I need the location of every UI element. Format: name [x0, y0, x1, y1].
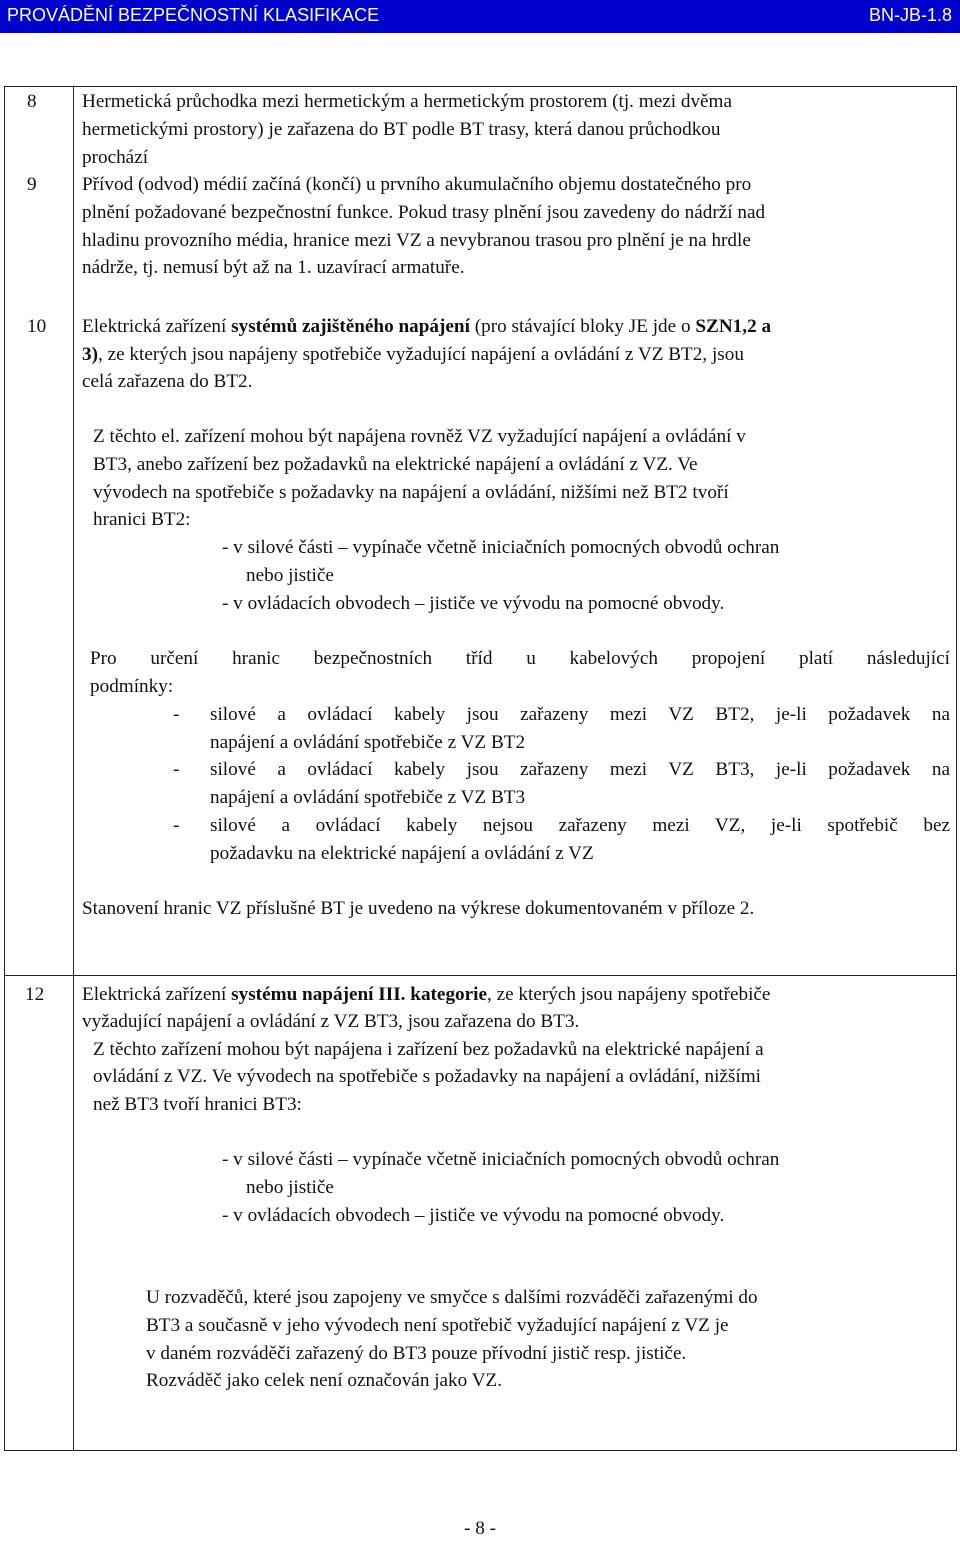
- row10-para-line: Pro určení hranic bezpečnostních tříd u kabelových propojení platí následující: [90, 648, 950, 669]
- cable-item: napájení a ovládání spotřebiče z VZ BT3: [210, 787, 526, 808]
- row-number: 8: [27, 91, 37, 112]
- row12-para-line: ovládání z VZ. Ve vývodech na spotřebiče s požadavky na napájení a ovládání, nižšími: [93, 1066, 761, 1087]
- number-column: [5, 976, 74, 1450]
- document-code: BN-JB-1.8: [868, 5, 952, 25]
- row9-line: nádrže, tj. nemusí být až na 1. uzavírací armatuře.: [82, 257, 465, 278]
- row10-para-line: podmínky:: [90, 676, 174, 697]
- bullet-item: - v ovládacích obvodech – jističe ve vývodu na pomocné obvody.: [222, 593, 725, 614]
- row12-para-line: v daném rozváděči zařazený do BT3 pouze přívodní jistič resp. jističe.: [146, 1343, 687, 1364]
- row12-para-line: Rozváděč jako celek není označován jako VZ.: [146, 1370, 503, 1391]
- row10-intro-line: Elektrická zařízení systémů zajištěného napájení (pro stávající bloky JE jde o SZN1,2 a: [82, 316, 772, 337]
- bullet-item: - v ovládacích obvodech – jističe ve vývodu na pomocné obvody.: [222, 1205, 725, 1226]
- document-header: [0, 0, 960, 33]
- row12-intro-line: Elektrická zařízení systému napájení III. kategorie, ze kterých jsou napájeny spotřebiče: [82, 984, 771, 1005]
- cable-item: silové a ovládací kabely jsou zařazeny mezi VZ BT3, je-li požadavek na: [210, 759, 950, 780]
- header-title: PROVÁDĚNÍ BEZPEČNOSTNÍ KLASIFIKACE: [7, 5, 380, 25]
- cable-item: požadavku na elektrické napájení a ovládání z VZ: [210, 843, 594, 864]
- row12-para-line: BT3 a současně v jeho vývodech není spotřebič vyžadující napájení z VZ je: [146, 1315, 729, 1336]
- cable-item-dash: -: [173, 815, 180, 836]
- bullet-item: nebo jističe: [246, 1177, 334, 1198]
- cable-item: silové a ovládací kabely jsou zařazeny mezi VZ BT2, je-li požadavek na: [210, 704, 950, 725]
- row8-line: hermetickými prostory) je zařazena do BT podle BT trasy, která danou průchodkou: [82, 119, 721, 140]
- cable-item-dash: -: [173, 704, 180, 725]
- row9-line: plnění požadované bezpečnostní funkce. Pokud trasy plnění jsou zavedeny do nádrží nad: [82, 202, 766, 223]
- cable-item: silové a ovládací kabely nejsou zařazeny mezi VZ, je-li spotřebič bez: [210, 815, 950, 836]
- cable-item-dash: -: [173, 759, 180, 780]
- row12-para-line: než BT3 tvoří hranici BT3:: [93, 1094, 302, 1115]
- row-number: 9: [27, 174, 37, 195]
- row10-para-line: hranici BT2:: [93, 509, 191, 530]
- row-number: 10: [27, 316, 47, 337]
- row8-line: Hermetická průchodka mezi hermetickým a hermetickým prostorem (tj. mezi dvěma: [82, 91, 732, 112]
- row8-line: prochází: [82, 147, 149, 168]
- row10-intro-line: 3), ze kterých jsou napájeny spotřebiče vyžadující napájení a ovládání z VZ BT2, jsou: [82, 344, 744, 365]
- row10-para-line: Z těchto el. zařízení mohou být napájena rovněž VZ vyžadující napájení a ovládání v: [93, 426, 746, 447]
- row12-para-line: Z těchto zařízení mohou být napájena i zařízení bez požadavků na elektrické napájení a: [93, 1039, 764, 1060]
- row12-intro-line: vyžadující napájení a ovládání z VZ BT3, jsou zařazena do BT3.: [82, 1011, 580, 1032]
- bullet-item: - v silové části – vypínače včetně iniciačních pomocných obvodů ochran: [222, 1149, 780, 1170]
- row10-intro-line: celá zařazena do BT2.: [82, 371, 253, 392]
- bullet-item: - v silové části – vypínače včetně iniciačních pomocných obvodů ochran: [222, 537, 780, 558]
- cable-item: napájení a ovládání spotřebiče z VZ BT2: [210, 732, 526, 753]
- row-number: 12: [25, 984, 45, 1005]
- row9-line: Přívod (odvod) médií začíná (končí) u prvního akumulačního objemu dostatečného pro: [82, 174, 752, 195]
- row10-closing: Stanovení hranic VZ příslušné BT je uvedeno na výkrese dokumentovaném v příloze 2.: [82, 898, 755, 919]
- row10-para-line: BT3, anebo zařízení bez požadavků na elektrické napájení a ovládání z VZ. Ve: [93, 454, 698, 475]
- row12-para-line: U rozvaděčů, které jsou zapojeny ve smyčce s dalšími rozváděči zařazenými do: [146, 1287, 758, 1308]
- page-number: - 8 -: [464, 1518, 496, 1539]
- row9-line: hladinu provozního média, hranice mezi VZ a nevybranou trasou pro plnění je na hrdle: [82, 230, 751, 251]
- row10-para-line: vývodech na spotřebiče s požadavky na napájení a ovládání, nižšími než BT2 tvoří: [93, 482, 729, 503]
- bullet-item: nebo jističe: [246, 565, 334, 586]
